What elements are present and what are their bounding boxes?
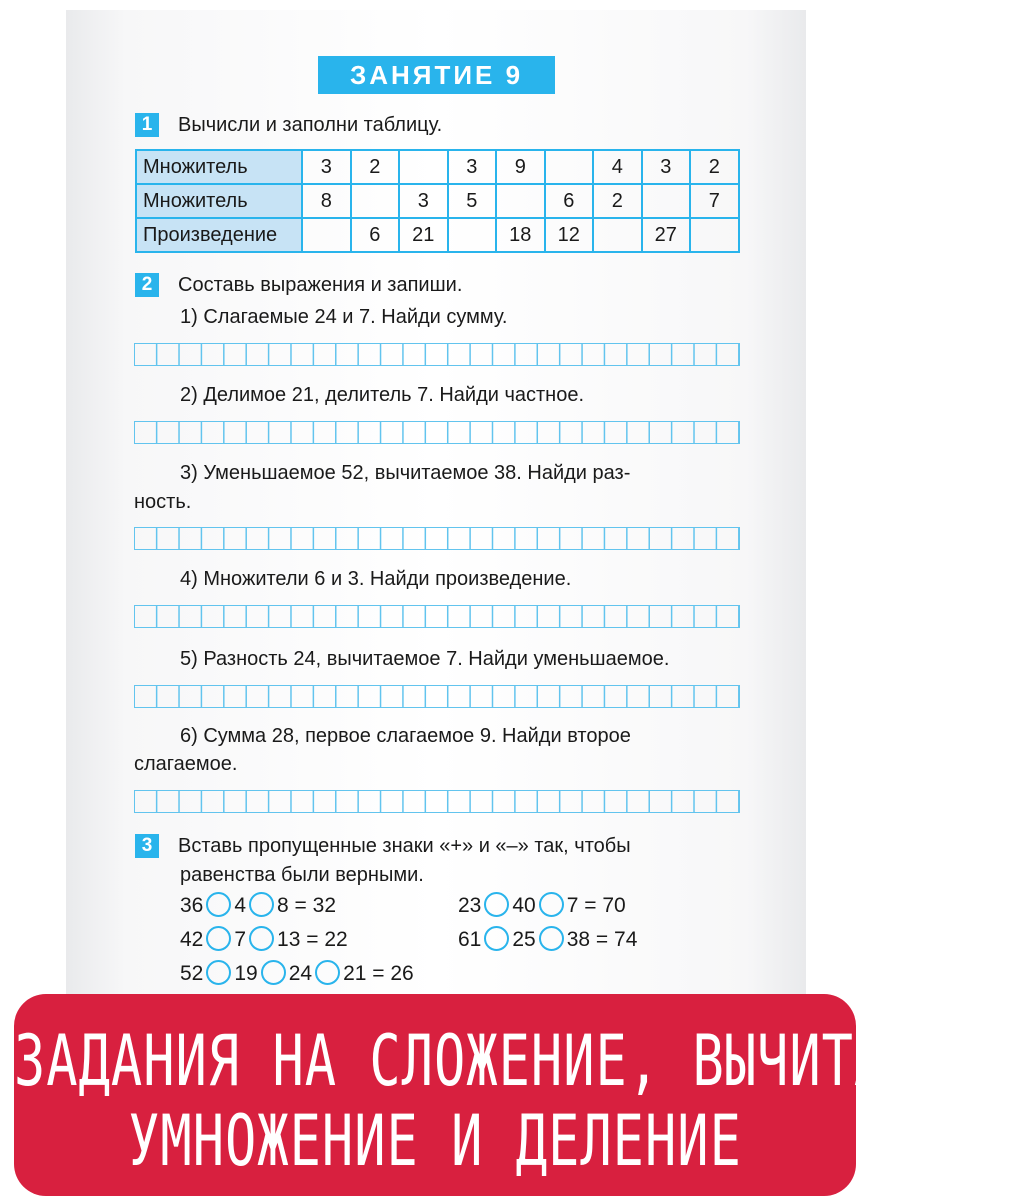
task-2-item-2: 2) Делимое 21, делитель 7. Найди частное. bbox=[180, 384, 585, 406]
sign-circle[interactable] bbox=[484, 892, 509, 917]
table-cell[interactable]: 8 bbox=[302, 184, 351, 218]
table-cell[interactable] bbox=[545, 150, 594, 184]
operand: 25 bbox=[512, 928, 536, 951]
sign-circle[interactable] bbox=[206, 892, 231, 917]
table-cell[interactable] bbox=[302, 218, 351, 252]
operand: 21 = 26 bbox=[343, 962, 414, 985]
table-cell[interactable]: 21 bbox=[399, 218, 448, 252]
answer-grid-6[interactable] bbox=[134, 790, 740, 813]
table-cell[interactable] bbox=[690, 218, 739, 252]
table-row bbox=[136, 218, 739, 252]
operand: 7 bbox=[234, 928, 247, 951]
promo-banner bbox=[14, 994, 1016, 1196]
table-cell[interactable]: 3 bbox=[448, 150, 497, 184]
operand: 38 = 74 bbox=[566, 928, 638, 951]
table-cell[interactable] bbox=[351, 184, 400, 218]
sign-circle[interactable] bbox=[261, 960, 286, 985]
answer-grid-3[interactable] bbox=[134, 527, 740, 550]
operand: 52 bbox=[180, 962, 204, 985]
task-2-item-3: 3) Уменьшаемое 52, вычитаемое 38. Найди раз- bbox=[180, 462, 631, 484]
sign-circle[interactable] bbox=[206, 926, 231, 951]
table-cell[interactable] bbox=[496, 184, 545, 218]
table-cell[interactable]: 6 bbox=[351, 218, 400, 252]
operand: 61 bbox=[458, 928, 482, 951]
sign-circle[interactable] bbox=[484, 926, 509, 951]
operand: 4 bbox=[234, 894, 247, 917]
table-cell[interactable]: 18 bbox=[496, 218, 545, 252]
task-2-item-6-cont: слагаемое. bbox=[134, 753, 238, 775]
table-cell[interactable]: 27 bbox=[642, 218, 691, 252]
task-1-number: 1 bbox=[135, 113, 159, 137]
operand: 19 bbox=[234, 962, 258, 985]
operand: 24 bbox=[288, 962, 313, 985]
operand: 23 bbox=[458, 894, 482, 917]
banner-line-2: УМНОЖЕНИЕ И ДЕЛЕНИЕ bbox=[128, 1101, 742, 1183]
row-label: Множитель bbox=[136, 150, 302, 184]
row-label: Множитель bbox=[136, 184, 302, 218]
table-row bbox=[136, 184, 739, 218]
table-cell[interactable]: 6 bbox=[545, 184, 594, 218]
task-3-text-line-1: Вставь пропущенные знаки «+» и «–» так, чтобы bbox=[178, 835, 631, 857]
table-cell[interactable]: 2 bbox=[593, 184, 642, 218]
task-2-number: 2 bbox=[135, 273, 159, 297]
table-cell[interactable] bbox=[399, 150, 448, 184]
table-cell[interactable]: 12 bbox=[545, 218, 594, 252]
answer-grid-5[interactable] bbox=[134, 685, 740, 708]
table-cell[interactable]: 5 bbox=[448, 184, 497, 218]
table-cell[interactable]: 7 bbox=[690, 184, 739, 218]
row-label: Произведение bbox=[136, 218, 302, 252]
answer-grid-2[interactable] bbox=[134, 421, 740, 444]
multiplication-table bbox=[135, 149, 740, 253]
sign-circle[interactable] bbox=[539, 926, 564, 951]
task-2-item-4: 4) Множители 6 и 3. Найди произведение. bbox=[180, 568, 572, 590]
equation-1 bbox=[180, 891, 336, 921]
operand: 13 = 22 bbox=[277, 928, 348, 951]
equation-3 bbox=[180, 925, 348, 955]
operand: 8 = 32 bbox=[277, 894, 337, 917]
operand: 42 bbox=[180, 928, 204, 951]
task-2-item-1: 1) Слагаемые 24 и 7. Найди сумму. bbox=[180, 306, 508, 328]
task-2-text: Составь выражения и запиши. bbox=[178, 274, 463, 296]
answer-grid-1[interactable] bbox=[134, 343, 740, 366]
task-2-item-5: 5) Разность 24, вычитаемое 7. Найди уменьшаемое. bbox=[180, 648, 670, 670]
table-cell[interactable] bbox=[448, 218, 497, 252]
sign-circle[interactable] bbox=[206, 960, 231, 985]
equation-4 bbox=[458, 925, 637, 955]
table-row bbox=[136, 150, 739, 184]
answer-grid-4[interactable] bbox=[134, 605, 740, 628]
operand: 36 bbox=[180, 894, 204, 917]
operand: 40 bbox=[512, 894, 536, 917]
table-cell[interactable]: 9 bbox=[496, 150, 545, 184]
equation-2 bbox=[458, 891, 626, 921]
sign-circle[interactable] bbox=[249, 926, 274, 951]
table-cell[interactable]: 3 bbox=[642, 150, 691, 184]
sign-circle[interactable] bbox=[539, 892, 564, 917]
banner-line-1: ЗАДАНИЯ НА СЛОЖЕНИЕ, ВЫЧИТАНИЕ, bbox=[14, 1021, 1016, 1103]
task-3-number: 3 bbox=[135, 834, 159, 858]
table-cell[interactable]: 3 bbox=[399, 184, 448, 218]
operand: 7 = 70 bbox=[566, 894, 626, 917]
table-cell[interactable]: 2 bbox=[690, 150, 739, 184]
table-cell[interactable]: 2 bbox=[351, 150, 400, 184]
table-cell[interactable]: 4 bbox=[593, 150, 642, 184]
page-title: ЗАНЯТИЕ 9 bbox=[318, 56, 555, 94]
equation-5 bbox=[180, 959, 414, 989]
table-cell[interactable]: 3 bbox=[302, 150, 351, 184]
task-3-text-line-2: равенства были верными. bbox=[180, 864, 424, 886]
task-2-item-6: 6) Сумма 28, первое слагаемое 9. Найди второе bbox=[180, 725, 631, 747]
task-1-text: Вычисли и заполни таблицу. bbox=[178, 114, 443, 136]
table-cell[interactable] bbox=[593, 218, 642, 252]
sign-circle[interactable] bbox=[315, 960, 340, 985]
task-2-item-3-cont: ность. bbox=[134, 491, 192, 513]
sign-circle[interactable] bbox=[249, 892, 274, 917]
table-cell[interactable] bbox=[642, 184, 691, 218]
